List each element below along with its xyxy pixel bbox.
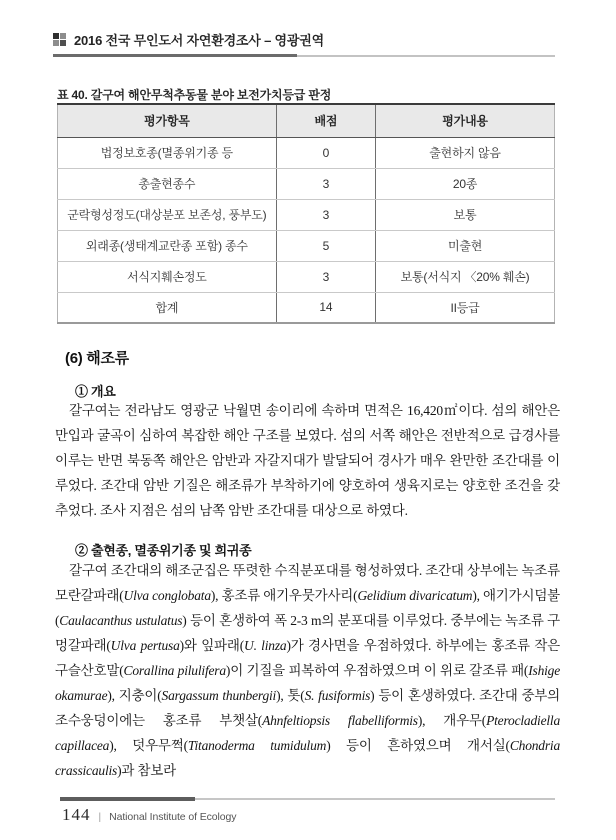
table-row [58, 168, 555, 199]
species-latin-name: Ishige okamurae [55, 663, 561, 703]
text-run: ) 등이 혼생하였다. 조간대 중부의 조수웅덩이에는 홍조류 부챗살( [55, 688, 560, 728]
column-header-item: 평가항목 [58, 104, 277, 137]
table-cell: 14 [276, 292, 375, 323]
species-heading: ② 출현종, 멸종위기종 및 희귀종 [75, 543, 252, 558]
text-run: ), 애기가시덤불( [55, 588, 561, 628]
table-cell: 법정보호종(멸종위기종 등 [58, 137, 277, 168]
table-row [58, 292, 555, 323]
species-latin-name: Caulacanthus ustulatus [59, 613, 183, 628]
table-cell: 미출현 [376, 230, 555, 261]
species-latin-name: Ulva pertusa [110, 638, 180, 653]
table-cell: 출현하지 않음 [376, 137, 555, 168]
text-run: )과 참보라 [117, 763, 176, 778]
evaluation-table [57, 103, 555, 324]
table-cell: 외래종(생태계교란종 포함) 종수 [58, 230, 277, 261]
species-latin-name: U. linza [244, 638, 287, 653]
table-cell: 3 [276, 261, 375, 292]
table-cell: 보통(서식지 〈20% 훼손) [376, 261, 555, 292]
text-run: ) 등이 흔하였으며 개서실( [326, 738, 510, 753]
table-row [58, 261, 555, 292]
column-header-content: 평가내용 [376, 104, 555, 137]
table-cell: 군락형성정도(대상분포 보존성, 풍부도) [58, 199, 277, 230]
species-latin-name: Titanoderma tumidulum [187, 738, 327, 753]
column-header-score: 배점 [276, 104, 375, 137]
text-run: )가 경사면을 우점하였다. 하부에는 홍조류 작은구슬산호말( [55, 638, 561, 678]
report-title: 2016 전국 무인도서 자연환경조사 – 영광권역 [74, 33, 324, 48]
header-dots-icon [53, 33, 67, 47]
table-cell: 서식지훼손정도 [58, 261, 277, 292]
footer-organization: National Institute of Ecology [109, 811, 237, 823]
table-cell: 합계 [58, 292, 277, 323]
table-cell: 20종 [376, 168, 555, 199]
table-row [58, 137, 555, 168]
species-latin-name: Chondria crassicaulis [55, 738, 561, 778]
text-run: ) 등이 혼생하여 폭 2-3 m의 분포대를 이루었다. 중부에는 녹조류 구멍갈파래( [55, 613, 560, 653]
overview-heading: ① 개요 [75, 384, 116, 399]
table-caption: 표 40. 갈구여 해안무척추동물 분야 보전가치등급 판정 [57, 88, 332, 102]
table-cell: 0 [276, 137, 375, 168]
table-row [58, 230, 555, 261]
footer [62, 805, 236, 825]
table-header-row [58, 104, 555, 137]
table-cell: 3 [276, 199, 375, 230]
page-number: 144 [62, 805, 91, 824]
footer-divider [60, 797, 555, 801]
table-row [58, 199, 555, 230]
overview-paragraph: 갈구여는 전라남도 영광군 낙월면 송이리에 속하며 면적은 16,420㎡이다. 섬의 해안은 만입과 굴곡이 심하여 복잡한 해안 구조를 보였다. 섬의 서쪽 해안은 전반적으로 급경사를 이루는 반면 북동쪽 해안은 암반과 자갈지대가 발달되어 경사가 매우 완만한 조간대를 이루었다. 조간대 암반 기질은 해조류가 부착하기에 양호하여 생육지로는 양호한 조건을 갖추었다. 조사 지점은 섬의 남쪽 암반 조간대를 대상으로 하였다. [55, 403, 560, 518]
text-run: ), 덧우무쩍( [109, 738, 188, 753]
species-latin-name: Pterocladiella capillacea [55, 713, 561, 753]
text-run: ), 개우무( [417, 713, 487, 728]
table-cell: 보통 [376, 199, 555, 230]
species-latin-name: Sargassum thunbergii [161, 688, 277, 703]
text-run: ), 지충이( [107, 688, 162, 703]
table-cell: II등급 [450, 300, 480, 315]
species-latin-name: Ahnfeltiopsis flabelliformis [262, 713, 418, 728]
running-header [53, 30, 555, 57]
species-latin-name: Gelidium divaricatum [357, 588, 473, 603]
species-paragraph [55, 558, 560, 783]
species-latin-name: S. fusiformis [304, 688, 371, 703]
table-body [58, 137, 555, 323]
table-cell: 총출현종수 [58, 168, 277, 199]
table-cell: 5 [276, 230, 375, 261]
text-run: )이 기질을 피복하여 우점하였으며 이 위로 갈조류 패( [225, 663, 529, 678]
text-run: )와 잎파래( [179, 638, 245, 653]
section-heading: (6) 해조류 [65, 350, 129, 367]
species-latin-name: Corallina pilulifera [123, 663, 226, 678]
text-run: 갈구여 조간대의 해조군집은 뚜렷한 수직분포대를 형성하였다. 조간대 상부에는 녹조류 모란갈파래( [55, 563, 560, 603]
species-latin-name: Ulva conglobata [123, 588, 211, 603]
footer-separator: | [98, 812, 102, 823]
table-cell: 3 [276, 168, 375, 199]
header-divider [53, 54, 555, 57]
text-run: ), 톳( [276, 688, 305, 703]
text-run: ), 홍조류 애기우뭇가사리( [210, 588, 358, 603]
